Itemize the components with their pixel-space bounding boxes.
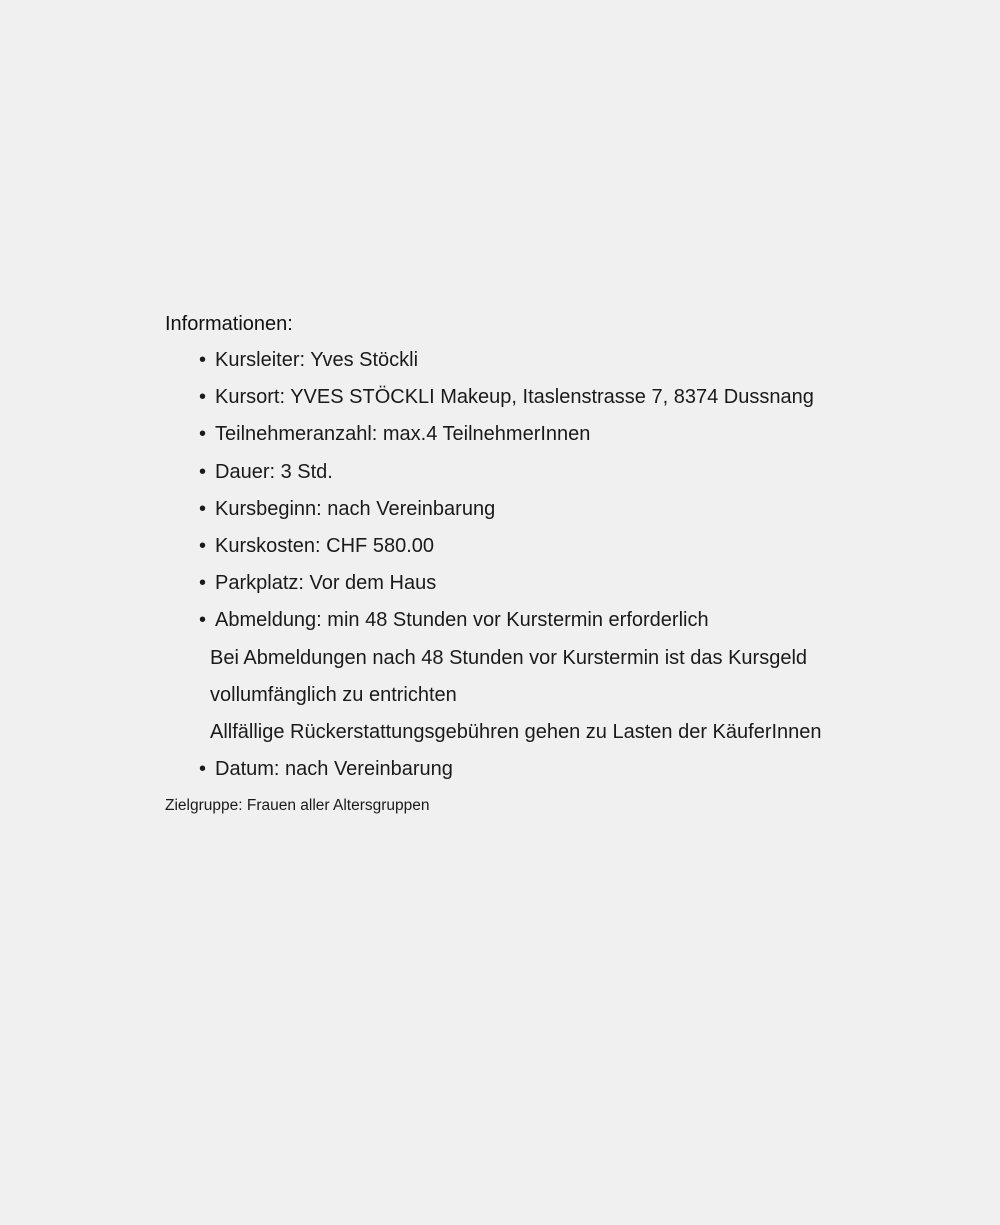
bullet-icon: • xyxy=(199,497,207,520)
bullet-icon: • xyxy=(199,460,207,483)
list-item-kurskosten xyxy=(165,528,925,565)
bullet-icon: • xyxy=(199,423,207,446)
target-group-note: Zielgruppe: Frauen aller Altersgruppen xyxy=(165,797,430,815)
bullet-icon: • xyxy=(199,758,207,781)
bullet-icon: • xyxy=(199,349,207,371)
list-item-parkplatz xyxy=(165,565,925,602)
list-item-text: Abmeldung: min 48 Stunden vor Kurstermin erforderlich xyxy=(215,609,709,632)
list-item-text: Parkplatz: Vor dem Haus xyxy=(215,572,437,595)
list-item-text: Dauer: 3 Std. xyxy=(215,460,333,483)
list-item-kursbeginn xyxy=(165,491,925,528)
info-list xyxy=(165,342,925,788)
list-item-abmeldung xyxy=(165,602,925,639)
list-item-text: Kursleiter: Yves Stöckli xyxy=(215,349,419,371)
abmeldung-detail-line: Bei Abmeldungen nach 48 Stunden vor Kurstermin ist das Kursgeld xyxy=(210,646,808,669)
list-item-text: Datum: nach Vereinbarung xyxy=(215,758,453,781)
list-item-kursort xyxy=(165,379,925,416)
bullet-icon: • xyxy=(199,572,207,595)
list-item-text: Teilnehmeranzahl: max.4 TeilnehmerInnen xyxy=(215,423,591,446)
bullet-icon: • xyxy=(199,609,207,632)
list-item-datum xyxy=(165,751,925,788)
list-item-teilnehmeranzahl xyxy=(165,416,925,453)
bullet-icon: • xyxy=(199,535,207,558)
info-section xyxy=(165,306,925,818)
list-item-kursleiter xyxy=(165,342,925,379)
bullet-icon: • xyxy=(199,386,207,409)
list-item-text: Kursort: YVES STÖCKLI Makeup, Itaslenstrasse 7, 8374 Dussnang xyxy=(215,386,814,409)
list-item-text: Kurskosten: CHF 580.00 xyxy=(215,535,434,558)
abmeldung-detail-line: vollumfänglich zu entrichten xyxy=(210,683,457,706)
abmeldung-detail-line: Allfällige Rückerstattungsgebühren gehen zu Lasten der KäuferInnen xyxy=(210,721,822,744)
list-item-dauer xyxy=(165,454,925,491)
list-item-text: Kursbeginn: nach Vereinbarung xyxy=(215,497,496,520)
section-heading: Informationen: xyxy=(165,313,293,335)
